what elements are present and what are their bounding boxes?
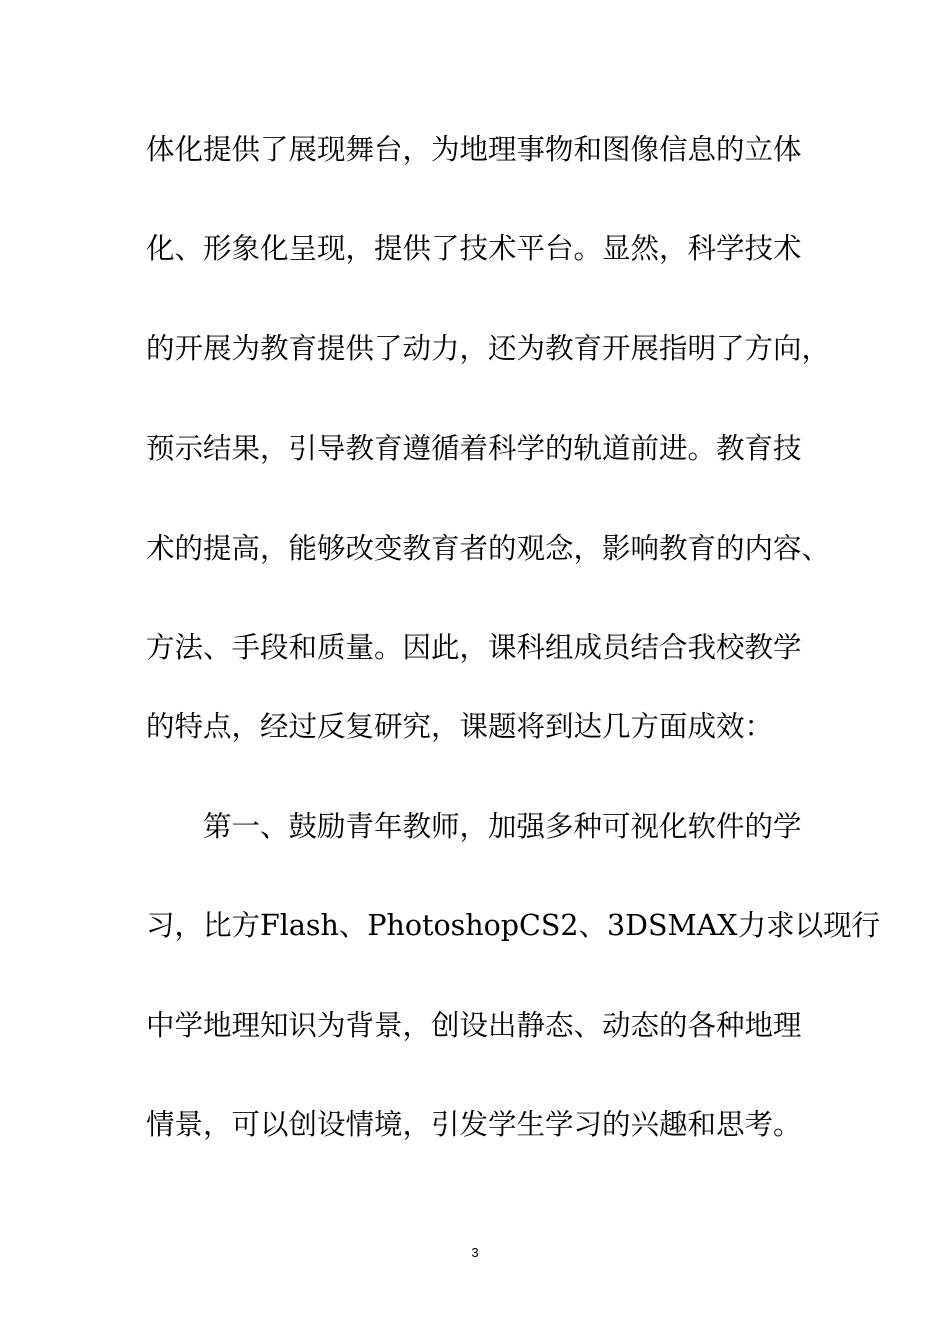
body-text-line-11: 情景，可以创设情境，引发学生学习的兴趣和思考。 xyxy=(146,1108,802,1141)
body-text-line-10: 中学地理知识为背景，创设出静态、动态的各种地理 xyxy=(146,1009,802,1042)
body-text-line-6: 方法、手段和质量。因此，课科组成员结合我校教学 xyxy=(146,631,802,664)
paragraph-first-line: 第一、鼓励青年教师，加强多种可视化软件的学 xyxy=(203,810,802,843)
body-text-line-7: 的特点，经过反复研究，课题将到达几方面成效： xyxy=(146,710,774,743)
body-text-line-3: 的开展为教育提供了动力，还为教育开展指明了方向， xyxy=(146,332,831,365)
body-text-line-4: 预示结果，引导教育遵循着科学的轨道前进。教育技 xyxy=(146,432,802,465)
body-text-line-5: 术的提高，能够改变教育者的观念，影响教育的内容、 xyxy=(146,532,831,565)
page-number: 3 xyxy=(471,1245,479,1260)
body-text-line-2: 化、形象化呈现，提供了技术平台。显然，科学技术 xyxy=(146,232,802,265)
body-text-line-1: 体化提供了展现舞台，为地理事物和图像信息的立体 xyxy=(146,133,802,166)
body-text-line-9: 习，比方Flash、PhotoshopCS2、3DSMAX力求以现行 xyxy=(146,909,881,942)
